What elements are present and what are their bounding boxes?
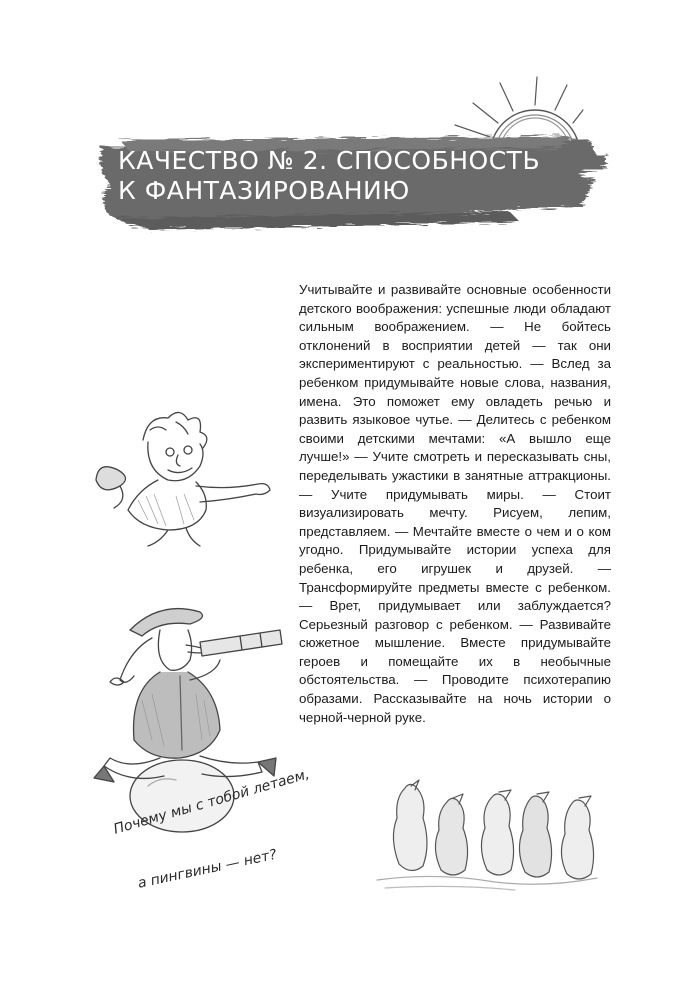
section-title [118, 146, 558, 206]
section-title-line2: К ФАНТАЗИРОВАНИЮ [118, 176, 410, 205]
flying-boy-illustration [88, 400, 278, 550]
body-paragraph: Учитывайте и развивайте основные особенности детского воображения: успешные люди обладают сильным воображением. — Не бойтесь отклонений в восприятии детей — так они экспериментируют с реальностью. — Вслед за ребенком придумывайте новые слова, названия, имена. Это поможет ему овладеть речью и развить языковое чутье. — Делитесь с ребенком своими детскими мечтами: «А вышло еще лучше!» — Учите смотреть и пересказывать сны, переделывать ужастики в занятные аттракционы. — Учите придумывать миры. — Стоит визуализировать мечту. Рисуем, лепим, представляем. — Мечтайте вместе о чем и о ком угодно. Придумывайте истории успеха для ребенка, его игрушек и друзей. — Трансформируйте предметы вместе с ребенком. — Врет, придумывает или заблуждается? Серьезный разговор с ребенком. — Развивайте сюжетное мышление. Вместе придумывайте героев и помещайте их в необычные обстоятельства. — Проводите психотерапию образами. Рассказывайте на ночь истории о черной-черной руке. [299, 282, 611, 725]
section-title-line1: КАЧЕСТВО № 2. СПОСОБНОСТЬ [118, 146, 541, 175]
caption-line-1: Почему мы с тобой летаем, [111, 766, 312, 838]
caption-line-2: а пингвины — нет? [136, 846, 279, 892]
penguins-illustration [375, 768, 600, 898]
handwritten-caption [108, 766, 328, 920]
